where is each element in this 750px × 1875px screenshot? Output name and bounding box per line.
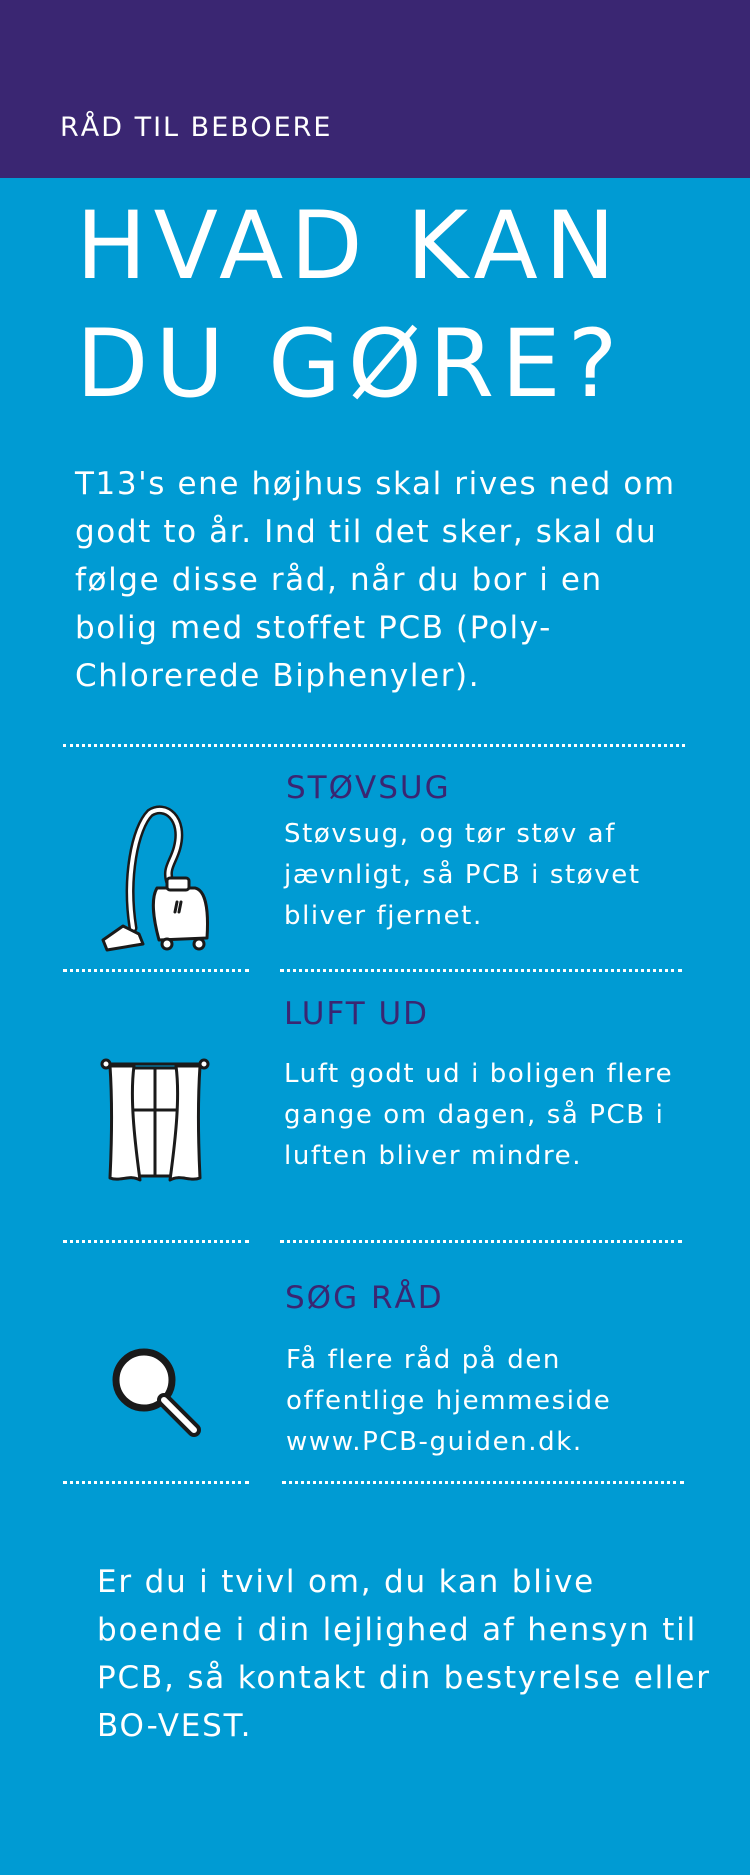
header-banner (0, 0, 750, 178)
vacuum-cleaner-icon (95, 798, 215, 960)
divider (63, 744, 685, 747)
divider (280, 969, 682, 972)
divider (282, 1481, 684, 1484)
tip-heading-air: LUFT UD (284, 996, 430, 1032)
footer-text: Er du i tvivl om, du kan blive boende i din lejlighed af hensyn til PCB, så kontakt din bestyrelse eller BO-VEST. (97, 1564, 711, 1744)
intro-text: T13's ene højhus skal rives ned om godt to år. Ind til det sker, skal du følge disse råd, når du bor i en bolig med stoffet PCB (Poly-Chlorerede Biphenyler). (75, 466, 676, 694)
tip-body-vacuum: Støvsug, og tør støv af jævnligt, så PCB i støvet bliver fjernet. (284, 819, 641, 931)
tip-body-search: Få flere råd på den offentlige hjemmeside www.PCB-guiden.dk. (286, 1345, 612, 1457)
tip-heading-search: SØG RÅD (285, 1280, 444, 1316)
page-title (76, 188, 736, 424)
divider (63, 1481, 249, 1484)
window-curtains-icon (100, 1056, 210, 1190)
divider (63, 1240, 249, 1243)
page-title-line-1: HVAD KAN (76, 192, 623, 301)
header-tag: RÅD TIL BEBOERE (60, 112, 333, 143)
page-title-line-2: DU GØRE? (76, 310, 625, 419)
tip-heading-vacuum: STØVSUG (286, 770, 451, 806)
divider (63, 969, 249, 972)
tip-body-air: Luft godt ud i boligen flere gange om dagen, så PCB i luften bliver mindre. (284, 1059, 674, 1171)
magnifying-glass-icon (108, 1344, 204, 1444)
divider (280, 1240, 682, 1243)
